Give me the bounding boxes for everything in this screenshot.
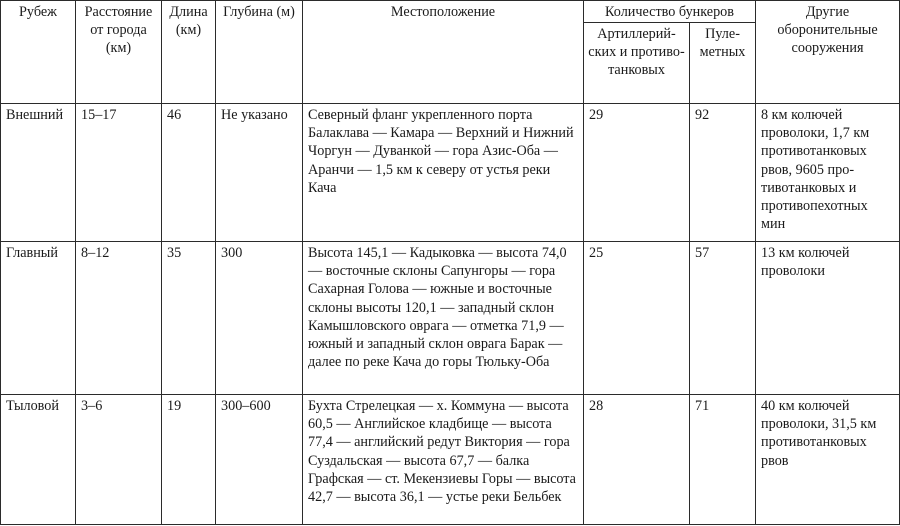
header-bunkers-mg: Пулеметных [690, 23, 756, 104]
cell-depth: Не указано [216, 104, 303, 242]
cell-length: 35 [162, 242, 216, 395]
cell-artillery-bunkers: 28 [584, 395, 690, 525]
header-depth: Глубина (м) [216, 1, 303, 104]
cell-length: 19 [162, 395, 216, 525]
header-other-structures: Другие оборонительные сооружения [756, 1, 900, 104]
table-row [1, 242, 900, 395]
header-distance: Расстояние от города (км) [76, 1, 162, 104]
cell-depth: 300–600 [216, 395, 303, 525]
header-line: Рубеж [1, 1, 76, 104]
cell-location: Северный фланг укрепленного порта Балаклава — Камара — Верхний и Нижний Чоргун — Дуванкой — гора Азис-Оба — Аранчи — 1,5 км к северу от устья реки Кача [303, 104, 584, 242]
table-row [1, 104, 900, 242]
cell-artillery-bunkers: 29 [584, 104, 690, 242]
cell-other-structures: 13 км колючей проволоки [756, 242, 900, 395]
cell-length: 46 [162, 104, 216, 242]
cell-line: Внешний [1, 104, 76, 242]
header-bunkers: Количество бункеров [584, 1, 756, 23]
cell-line: Тыловой [1, 395, 76, 525]
header-row [1, 1, 900, 23]
cell-distance: 8–12 [76, 242, 162, 395]
cell-mg-bunkers: 71 [690, 395, 756, 525]
table-row [1, 395, 900, 525]
cell-line: Главный [1, 242, 76, 395]
cell-depth: 300 [216, 242, 303, 395]
cell-other-structures: 8 км колючей проволоки, 1,7 км противотанковых рвов, 9605 противотанковых и противопехотных мин [756, 104, 900, 242]
cell-distance: 15–17 [76, 104, 162, 242]
cell-artillery-bunkers: 25 [584, 242, 690, 395]
cell-mg-bunkers: 57 [690, 242, 756, 395]
cell-other-structures: 40 км колючей проволоки, 31,5 км противотанковых рвов [756, 395, 900, 525]
header-location: Местоположение [303, 1, 584, 104]
cell-location: Высота 145,1 — Кадыковка — высота 74,0 — восточные склоны Сапунгоры — гора Сахарная Голова — южные и восточные склоны высоты 120,1 — западный склон Камышловского оврага — отметка 71,9 — южный и западный склон оврага Барак — далее по реке Кача до горы Тюльку-Оба [303, 242, 584, 395]
header-bunkers-artillery: Артиллерийских и противотанковых [584, 23, 690, 104]
header-length: Длина (км) [162, 1, 216, 104]
cell-mg-bunkers: 92 [690, 104, 756, 242]
cell-distance: 3–6 [76, 395, 162, 525]
cell-location: Бухта Стрелецкая — х. Коммуна — высота 60,5 — Английское кладбище — высота 77,4 — английский редут Виктория — гора Суздальская — высота 67,7 — балка Графская — ст. Мекензиевы Горы — высота 42,7 — высота 36,1 — устье реки Бельбек [303, 395, 584, 525]
